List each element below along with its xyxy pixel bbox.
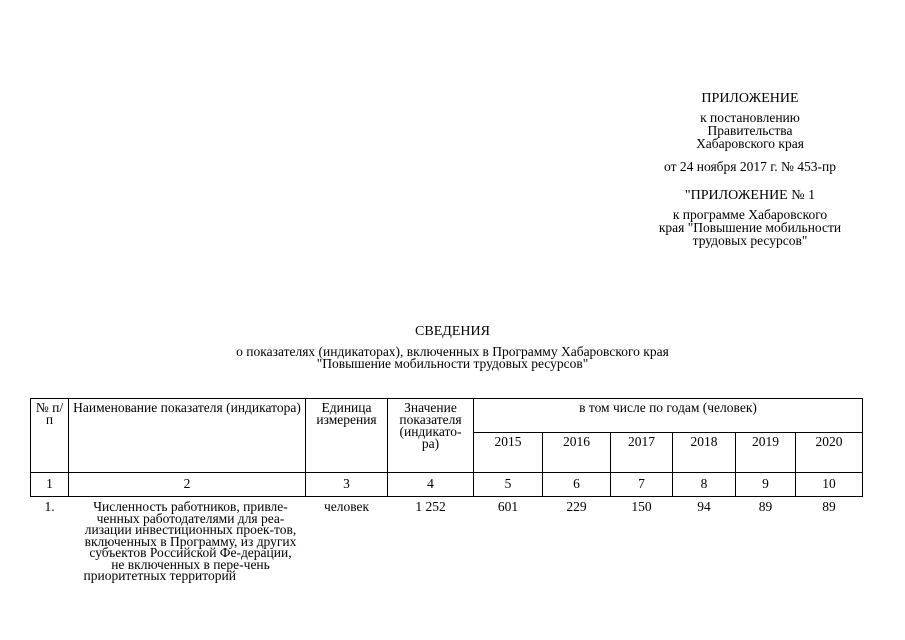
row-year-2016: 229 bbox=[566, 499, 587, 514]
row-year-2019: 89 bbox=[758, 499, 773, 514]
header-value: Значение показателя (индикато-ра) bbox=[388, 399, 474, 473]
col-number: 4 bbox=[388, 473, 474, 497]
program-line-3: трудовых ресурсов" bbox=[692, 233, 808, 248]
row-year-2018: 94 bbox=[697, 499, 711, 514]
col-number: 9 bbox=[736, 473, 796, 497]
row-year-2020: 89 bbox=[822, 499, 836, 514]
row-unit: человек bbox=[323, 499, 370, 514]
header-year-2019: 2019 bbox=[736, 433, 796, 473]
col-number: 1 bbox=[31, 473, 69, 497]
col-number: 3 bbox=[306, 473, 388, 497]
header-unit: Единица измерения bbox=[306, 399, 388, 473]
row-num: 1. bbox=[44, 499, 55, 514]
header-year-2020: 2020 bbox=[796, 433, 863, 473]
annex-label: ПРИЛОЖЕНИЕ bbox=[701, 91, 799, 106]
annex-line-3: Хабаровского края bbox=[696, 136, 804, 151]
col-number: 6 bbox=[543, 473, 611, 497]
subtitle-line-2: "Повышение мобильности трудовых ресурсов" bbox=[316, 356, 589, 371]
annex-line-2: Правительства bbox=[707, 123, 793, 138]
header-num: № п/п bbox=[31, 399, 69, 473]
row-year-2017: 150 bbox=[631, 499, 652, 514]
header-years-group: в том числе по годам (человек) bbox=[474, 399, 863, 433]
document-title: СВЕДЕНИЯ bbox=[415, 324, 490, 339]
header-year-2015: 2015 bbox=[474, 433, 543, 473]
header-year-2018: 2018 bbox=[673, 433, 736, 473]
col-number: 8 bbox=[673, 473, 736, 497]
annex-line-1: к постановлению bbox=[700, 110, 800, 125]
annex-block bbox=[640, 92, 860, 247]
header-row-1 bbox=[31, 399, 863, 433]
header-year-2017: 2017 bbox=[611, 433, 673, 473]
row-year-2015: 601 bbox=[497, 499, 519, 514]
program-line-2: края "Повышение мобильности bbox=[658, 220, 842, 235]
header-name: Наименование показателя (индикатора) bbox=[69, 399, 306, 473]
annex-date: от 24 ноября 2017 г. № 453-пр bbox=[664, 159, 836, 174]
indicators-table bbox=[30, 398, 863, 582]
col-number: 2 bbox=[69, 473, 306, 497]
col-number: 10 bbox=[796, 473, 863, 497]
subtitle-line-1: о показателях (индикаторах), включенных в Программу Хабаровского края bbox=[236, 344, 669, 359]
table-row bbox=[31, 497, 863, 582]
col-number: 7 bbox=[611, 473, 673, 497]
col-number: 5 bbox=[474, 473, 543, 497]
program-line-1: к программе Хабаровского bbox=[672, 207, 828, 222]
header-year-2016: 2016 bbox=[543, 433, 611, 473]
row-indicator-name: Численность работников, привле-ченных работодателями для реа-лизации инвестиционных проек-тов, включенных в Программу, из других субъектов Российской Фе-дерации, не включенных в пере-чень приоритетных территорий bbox=[83, 499, 297, 583]
column-number-row bbox=[31, 473, 863, 497]
row-value: 1 252 bbox=[415, 499, 446, 514]
program-annex-label: "ПРИЛОЖЕНИЕ № 1 bbox=[684, 188, 816, 203]
document-subtitle bbox=[0, 346, 905, 370]
